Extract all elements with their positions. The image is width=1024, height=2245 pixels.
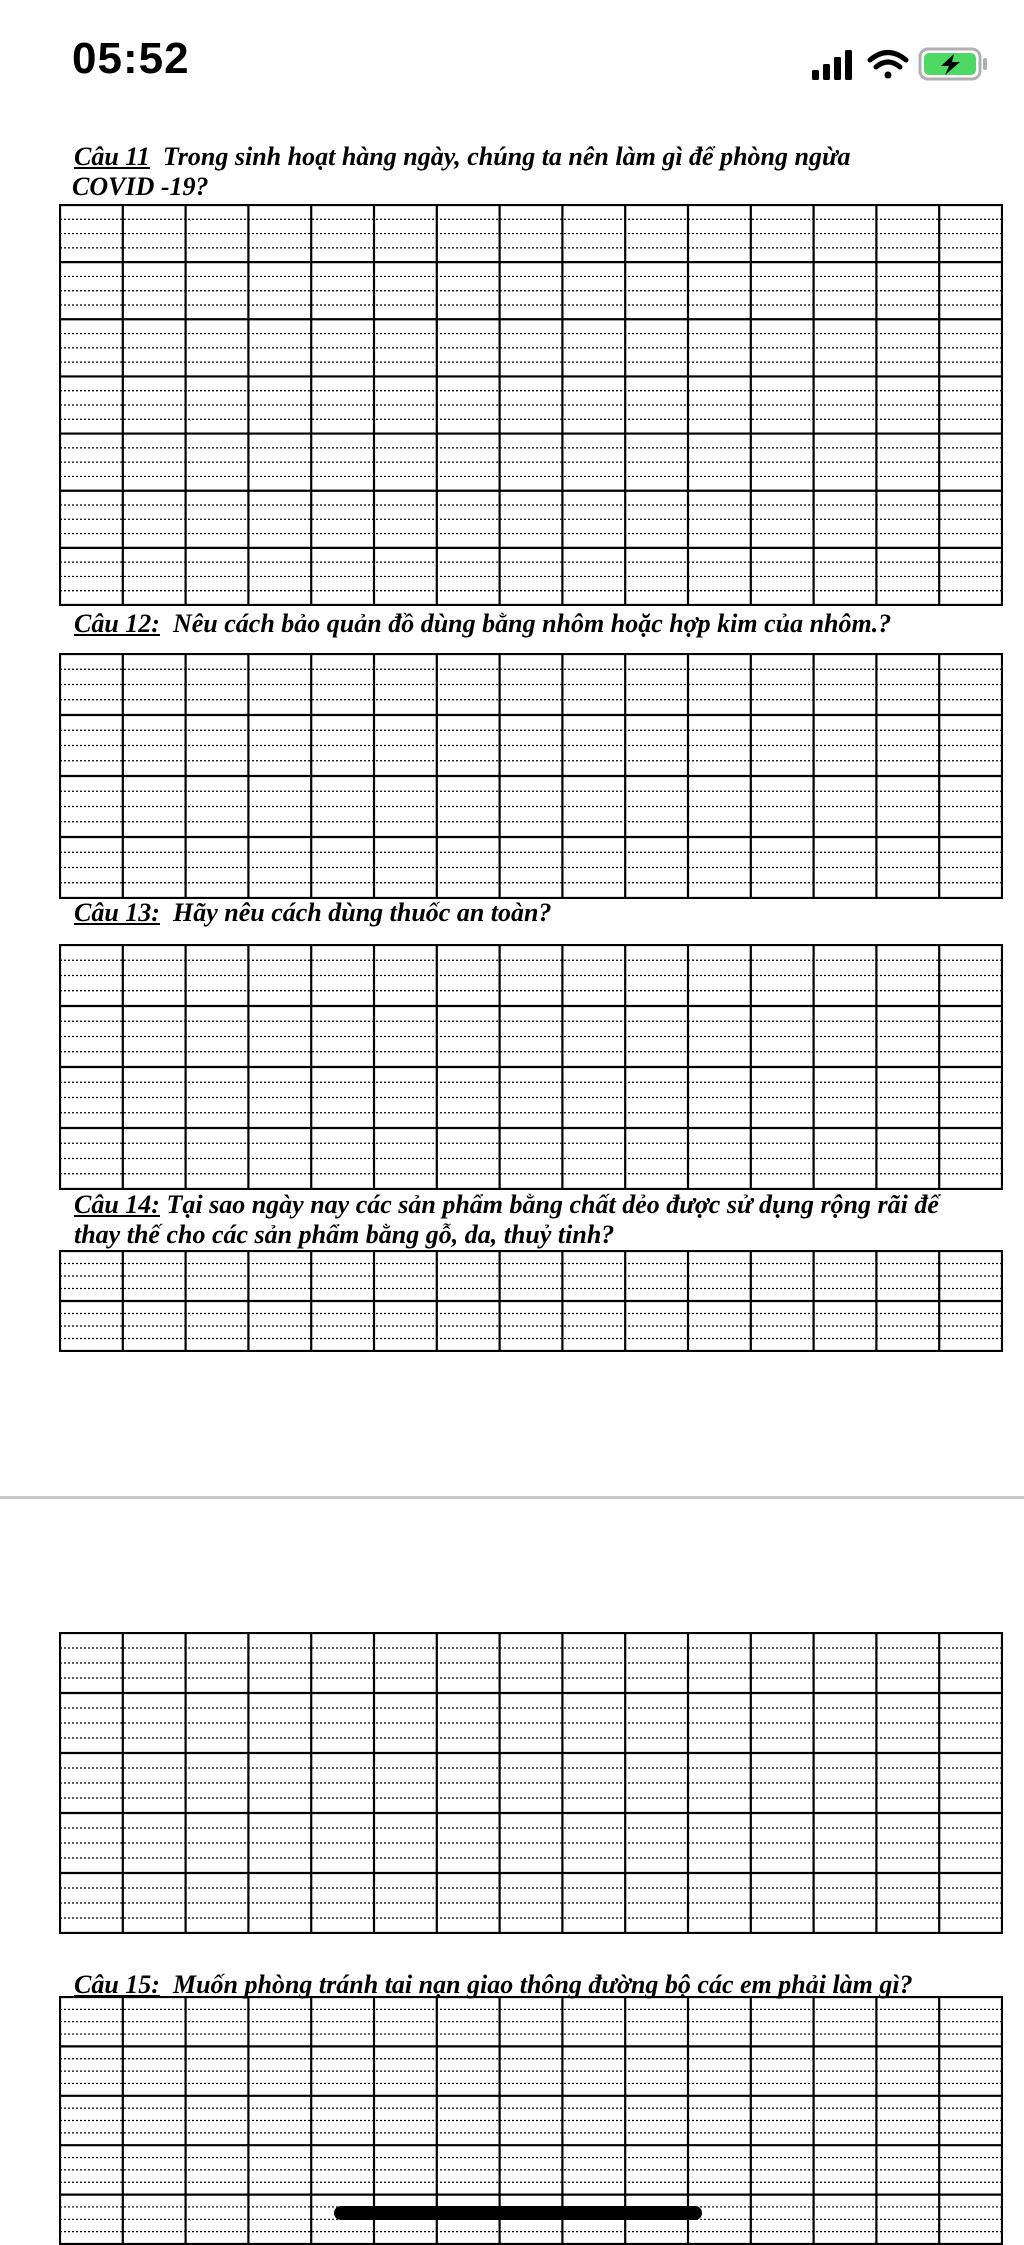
- question-text: Tại sao ngày nay các sản phẩm bằng chất dẻo được sử dụng rộng rãi để: [166, 1190, 939, 1219]
- question-13: [74, 898, 994, 928]
- question-text: Trong sinh hoạt hàng ngày, chúng ta nên làm gì để phòng ngừa: [162, 142, 851, 171]
- wifi-icon: [870, 53, 906, 79]
- home-indicator[interactable]: [334, 2206, 702, 2220]
- status-time: 05:52: [72, 34, 190, 83]
- question-number: Câu 11: [74, 142, 150, 171]
- answer-grid-q12: [59, 653, 1003, 899]
- battery-charging-icon: [920, 49, 987, 79]
- answer-grid-q11: [59, 204, 1003, 606]
- question-text: Hãy nêu cách dùng thuốc an toàn?: [172, 898, 552, 927]
- question-number: Câu 12:: [74, 609, 160, 638]
- question-12: [74, 609, 994, 639]
- answer-grid-q14-continued: [59, 1632, 1003, 1934]
- question-text: Muốn phòng tránh tai nạn giao thông đường bộ các em phải làm gì?: [172, 1970, 913, 1999]
- question-text-line2: thay thế cho các sản phẩm bằng gỗ, da, thuỷ tinh?: [74, 1220, 615, 1249]
- status-bar: [0, 0, 1024, 120]
- question-14: [74, 1190, 994, 1250]
- answer-grid-q13: [59, 944, 1003, 1190]
- question-11: [74, 142, 994, 202]
- status-icons: [808, 44, 998, 84]
- page-separator: [0, 1496, 1024, 1499]
- cellular-signal-icon: [812, 50, 852, 80]
- answer-grid-q14: [59, 1250, 1003, 1352]
- question-text-line2: COVID -19?: [72, 172, 209, 201]
- question-number: Câu 15:: [74, 1970, 160, 1999]
- question-number: Câu 13:: [74, 898, 160, 927]
- question-number: Câu 14:: [74, 1190, 160, 1219]
- question-text: Nêu cách bảo quản đồ dùng bằng nhôm hoặc hợp kim của nhôm.?: [172, 609, 892, 638]
